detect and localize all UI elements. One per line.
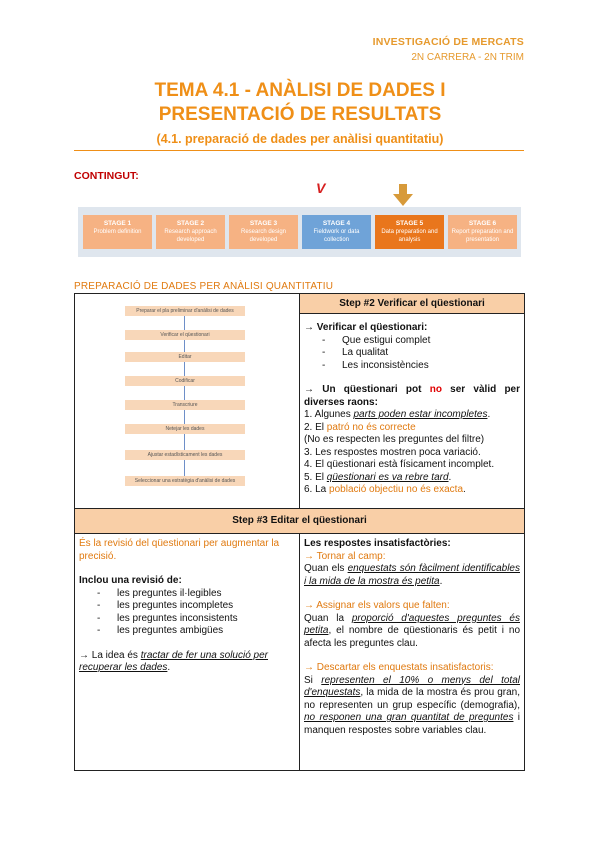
list-item: - La qualitat: [342, 347, 520, 360]
option-1-title: → Tornar al camp:: [304, 550, 386, 562]
list-item: - les preguntes il·legibles: [117, 588, 295, 601]
course-subtitle: 2N CARRERA - 2N TRIM: [411, 52, 524, 63]
includes-list: [79, 588, 295, 638]
option-1-text: Quan els enquestats són fàcilment identificables i la mida de la mostra és petita.: [304, 563, 520, 587]
option-2-title: → Assignar els valors que falten:: [304, 600, 450, 611]
verify-title: → Verificar el qüestionari:: [304, 322, 428, 333]
stage-6: STAGE 6 Report preparation and presentation: [448, 215, 517, 249]
step2-header: Step #2 Verificar el qüestionari: [300, 294, 524, 313]
step3-header: Step #3 Editar el qüestionari: [75, 509, 524, 533]
flowchart-arrow: [184, 362, 185, 376]
flowchart-arrow: [184, 316, 185, 330]
reason-6: 6. La població objectiu no és exacta.: [304, 484, 466, 495]
title-divider: [74, 150, 524, 151]
step3-intro: És la revisió del qüestionari per augmentar la precisió.: [79, 538, 280, 562]
flowchart-step: Preparar el pla preliminar d'anàlisi de dades: [125, 306, 245, 316]
includes-title: Inclou una revisió de:: [79, 575, 182, 586]
list-item: - Que estigui complet: [342, 335, 520, 348]
invalid-title: → Un qüestionari pot no ser vàlid per diverses raons:: [304, 384, 521, 408]
check-mark: V: [316, 180, 326, 196]
section-label: PREPARACIÓ DE DADES PER ANÀLISI QUANTITATIU: [74, 281, 334, 292]
option-2-text: Quan la proporció d'aquestes preguntes és petita, el nombre de qüestionaris és petit i no afecta les preguntes clau.: [304, 612, 520, 649]
stage-1: STAGE 1 Problem definition: [83, 215, 152, 249]
page-subtitle: (4.1. preparació de dades per anàlisi quantitatiu): [156, 132, 444, 146]
responses-title: Les respostes insatisfactòries:: [304, 538, 451, 549]
option-3-text: Si representen el 10% o menys del total d'enquestats, la mida de la mostra és prou gran, no representen un grup específic (demografia), no responen una gran quantitat de preguntes i manquen respostes sobre variables clau.: [304, 674, 521, 736]
flowchart-step: Seleccionar una estratègia d'anàlisi de dades: [125, 476, 245, 486]
reason-2: 2. El patró no és correcte: [304, 421, 416, 433]
stage-2: STAGE 2 Research approach developed: [156, 215, 225, 249]
content-table: [74, 293, 525, 771]
course-name: INVESTIGACIÓ DE MERCATS: [372, 36, 524, 48]
flowchart-step: Ajustar estadísticament les dades: [125, 450, 245, 460]
idea-text: → La idea és tractar de fer una solució per recuperar les dades.: [79, 649, 269, 673]
reason-3: 3. Les respostes mostren poca variació.: [304, 446, 481, 458]
list-item: - les preguntes ambigües: [117, 625, 295, 638]
stage-3: STAGE 3 Research design developed: [229, 215, 298, 249]
stage-4: STAGE 4 Fieldwork or data collection: [302, 215, 371, 249]
flowchart-arrow: [184, 340, 185, 352]
flowchart-step: Editar: [125, 352, 245, 362]
flowchart-arrow: [184, 386, 185, 400]
option-3-title: → Descartar els enquestats insatisfactoris:: [304, 662, 494, 673]
flowchart-step: Codificar: [125, 376, 245, 386]
flowchart-arrow: [184, 460, 185, 476]
page-title-line2: PRESENTACIÓ DE RESULTATS: [158, 104, 442, 125]
step2-body: [304, 322, 520, 497]
flowchart-step: Verificar el qüestionari: [125, 330, 245, 340]
research-stages-diagram: [78, 207, 521, 257]
flowchart: [75, 294, 299, 508]
page-title-line1: TEMA 4.1 - ANÀLISI DE DADES I: [154, 80, 446, 101]
reason-5: 5. El qüestionari es va rebre tard.: [304, 471, 452, 483]
flowchart-step: Transcriure: [125, 400, 245, 410]
flowchart-arrow: [184, 410, 185, 424]
reason-4: 4. El qüestionari està físicament incomplet.: [304, 459, 495, 470]
verify-list: [304, 335, 520, 373]
reason-2-note: (No es respecten les preguntes del filtre): [304, 434, 485, 445]
list-item: - les preguntes inconsistents: [117, 613, 295, 626]
down-arrow-icon: [393, 184, 413, 206]
list-item: - Les inconsistències: [342, 360, 520, 373]
step3-left: [79, 538, 295, 675]
stage-5: STAGE 5 Data preparation and analysis: [375, 215, 444, 249]
step3-right: [304, 538, 520, 737]
flowchart-arrow: [184, 434, 185, 450]
flowchart-step: Netejar les dades: [125, 424, 245, 434]
reason-1: 1. Algunes parts poden estar incompletes.: [304, 409, 491, 420]
contents-label: CONTINGUT:: [74, 170, 139, 182]
list-item: - les preguntes incompletes: [117, 600, 295, 613]
